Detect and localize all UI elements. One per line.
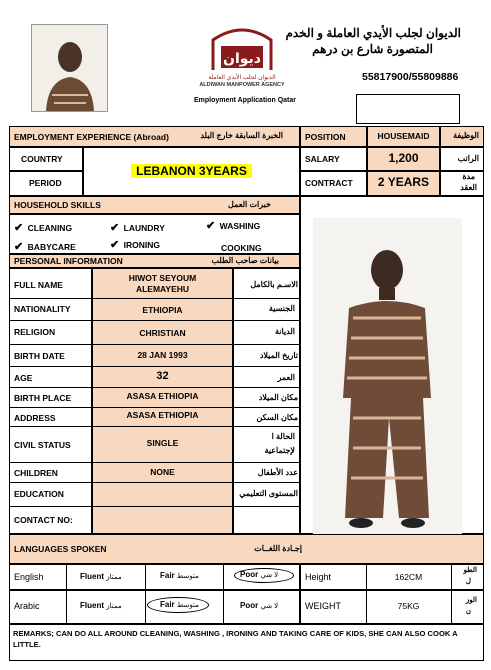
agency-logo	[199, 20, 285, 92]
row-divider	[9, 482, 300, 483]
birth-date-ar: تاريخ الميلاد	[259, 351, 298, 360]
skill-babycare: ✔ BABYCARE	[14, 241, 76, 253]
row-divider	[9, 387, 300, 388]
birth-place-ar: مكان الميلاد	[258, 393, 298, 402]
agency-name-arabic: الديوان لجلب الأيدي العاملة و الخدم	[285, 26, 461, 40]
language-name: English	[14, 572, 44, 582]
lang-col-divider	[66, 564, 67, 624]
civil-status-value: SINGLE	[146, 438, 179, 448]
contract-ar-2: العقد	[460, 183, 477, 192]
birth-date-value: 28 JAN 1993	[137, 350, 188, 360]
lang-col-divider	[145, 564, 146, 624]
check-icon: ✔	[14, 241, 24, 253]
skills-label-ar: خبرات العمل	[228, 200, 271, 209]
address-value: ASASA ETHIOPIA	[126, 410, 199, 420]
row-divider	[9, 426, 300, 427]
period-label: PERIOD	[29, 178, 62, 188]
logo-english-caption: ALDIWAN MANPOWER AGENCY	[199, 82, 285, 88]
address-ar: مكان السكن	[256, 413, 298, 422]
row-divider	[9, 366, 300, 367]
check-icon: ✔	[110, 239, 120, 251]
education-label: EDUCATION	[14, 489, 64, 499]
civil-status-ar-2: لإجتماعية	[264, 446, 295, 455]
weight-label: WEIGHT	[305, 601, 341, 611]
weight-ar-1: الوز	[465, 597, 477, 604]
form-title: Employment Application Qatar	[193, 97, 297, 104]
applicant-full-body-photo	[313, 218, 462, 539]
agency-phones: 55817900/55809886	[362, 71, 459, 83]
experience-value: LEBANON 3YEARS	[131, 164, 252, 178]
nationality-ar: الجنسية	[268, 304, 295, 313]
country-label: COUNTRY	[21, 154, 63, 164]
age-label: AGE	[14, 373, 33, 383]
nationality-label: NATIONALITY	[14, 304, 71, 314]
salary-label: SALARY	[305, 154, 340, 164]
contract-ar-1: مدة	[462, 172, 475, 181]
position-label: POSITION	[305, 132, 346, 142]
languages-label: LANGUAGES SPOKEN	[14, 544, 107, 554]
experience-section-label: EMPLOYMENT EXPERIENCE (Abroad)	[14, 132, 169, 142]
skills-label: HOUSEHOLD SKILLS	[14, 200, 101, 210]
fluent-option: Fluent ممتاز	[80, 572, 122, 581]
skill-cooking: COOKING	[221, 243, 262, 253]
logo-arabic-caption: الديوان لجلب الأيدي العاملة	[208, 75, 276, 81]
fair-option: Fair متوسط	[160, 600, 199, 609]
full-name-ar: الاسـم بالكامل	[250, 280, 298, 289]
height-ar-1: الطو	[463, 567, 477, 574]
row-divider	[9, 506, 300, 507]
check-icon: ✔	[206, 220, 216, 232]
row-divider	[9, 298, 300, 299]
row-divider	[9, 407, 300, 408]
children-value: NONE	[150, 467, 175, 477]
remarks-text: REMARKS; CAN DO ALL AROUND CLEANING, WASHING , IRONING AND TAKING CARE OF KIDS, SHE CAN ALSO COOK A LITTLE.	[13, 629, 458, 649]
religion-value: CHRISTIAN	[139, 328, 186, 338]
personal-label-ar: بيانات صاحب الطلب	[211, 256, 279, 265]
position-value: HOUSEMAID	[377, 131, 430, 141]
nationality-value: ETHIOPIA	[142, 305, 183, 315]
height-label: Height	[305, 572, 332, 582]
check-icon: ✔	[110, 222, 120, 234]
birth-place-value: ASASA ETHIOPIA	[126, 391, 199, 401]
applicant-portrait-photo	[31, 24, 108, 112]
age-value: 32	[156, 370, 169, 382]
children-ar: عدد الأطفال	[257, 468, 298, 477]
contract-label: CONTRACT	[305, 178, 353, 188]
logo-mark-text: ديوان	[223, 51, 261, 67]
contact-label: CONTACT NO:	[14, 515, 73, 525]
skill-laundry: ✔ LAUNDRY	[110, 222, 165, 234]
languages-label-ar: إجـادة اللغــات	[254, 544, 302, 553]
height-value: 162CM	[394, 572, 423, 582]
fair-option: Fair متوسط	[160, 571, 199, 580]
personal-label: PERSONAL INFORMATION	[14, 256, 123, 266]
language-name: Arabic	[14, 601, 40, 611]
civil-status-ar-1: الحالة ا	[271, 432, 295, 441]
contract-value: 2 YEARS	[377, 175, 430, 189]
birth-date-label: BIRTH DATE	[14, 351, 65, 361]
agency-address-arabic: المتصورة شارع بن درهم	[312, 42, 433, 56]
children-label: CHILDREN	[14, 468, 58, 478]
education-ar: المستوى التعليمي	[239, 489, 298, 498]
reference-box	[356, 94, 460, 124]
skill-washing: ✔ WASHING	[206, 220, 261, 232]
full-name-label: FULL NAME	[14, 280, 63, 290]
fluent-option: Fluent ممتاز	[80, 601, 122, 610]
check-icon: ✔	[14, 222, 24, 234]
salary-ar: الراتب	[457, 154, 479, 163]
position-ar: الوظيفة	[453, 131, 479, 140]
phys-col-divider	[451, 564, 452, 624]
age-ar: العمر	[277, 373, 295, 382]
height-ar-2: ل	[465, 578, 471, 585]
full-name-line1: HIWOT SEYOUM	[128, 273, 197, 283]
experience-section-label-ar: الخبرة السابقة خارج البلد	[200, 131, 283, 140]
civil-status-label: CIVIL STATUS	[14, 440, 71, 450]
row-divider	[9, 344, 300, 345]
salary-value: 1,200	[388, 151, 419, 165]
poor-option: Poor لا شي	[240, 570, 279, 579]
weight-ar-2: ن	[465, 608, 471, 615]
skill-cleaning: ✔ CLEANING	[14, 222, 73, 234]
skill-ironing: ✔ IRONING	[110, 239, 161, 251]
weight-value: 75KG	[397, 601, 420, 611]
row-divider	[9, 462, 300, 463]
lang-col-divider	[223, 564, 224, 624]
religion-ar: الديانة	[274, 327, 295, 336]
poor-option: Poor لا شي	[240, 601, 279, 610]
religion-label: RELIGION	[14, 327, 56, 337]
full-name-line2: ALEMAYEHU	[135, 284, 190, 294]
birth-place-label: BIRTH PLACE	[14, 393, 72, 403]
address-label: ADDRESS	[14, 413, 56, 423]
row-divider	[9, 320, 300, 321]
